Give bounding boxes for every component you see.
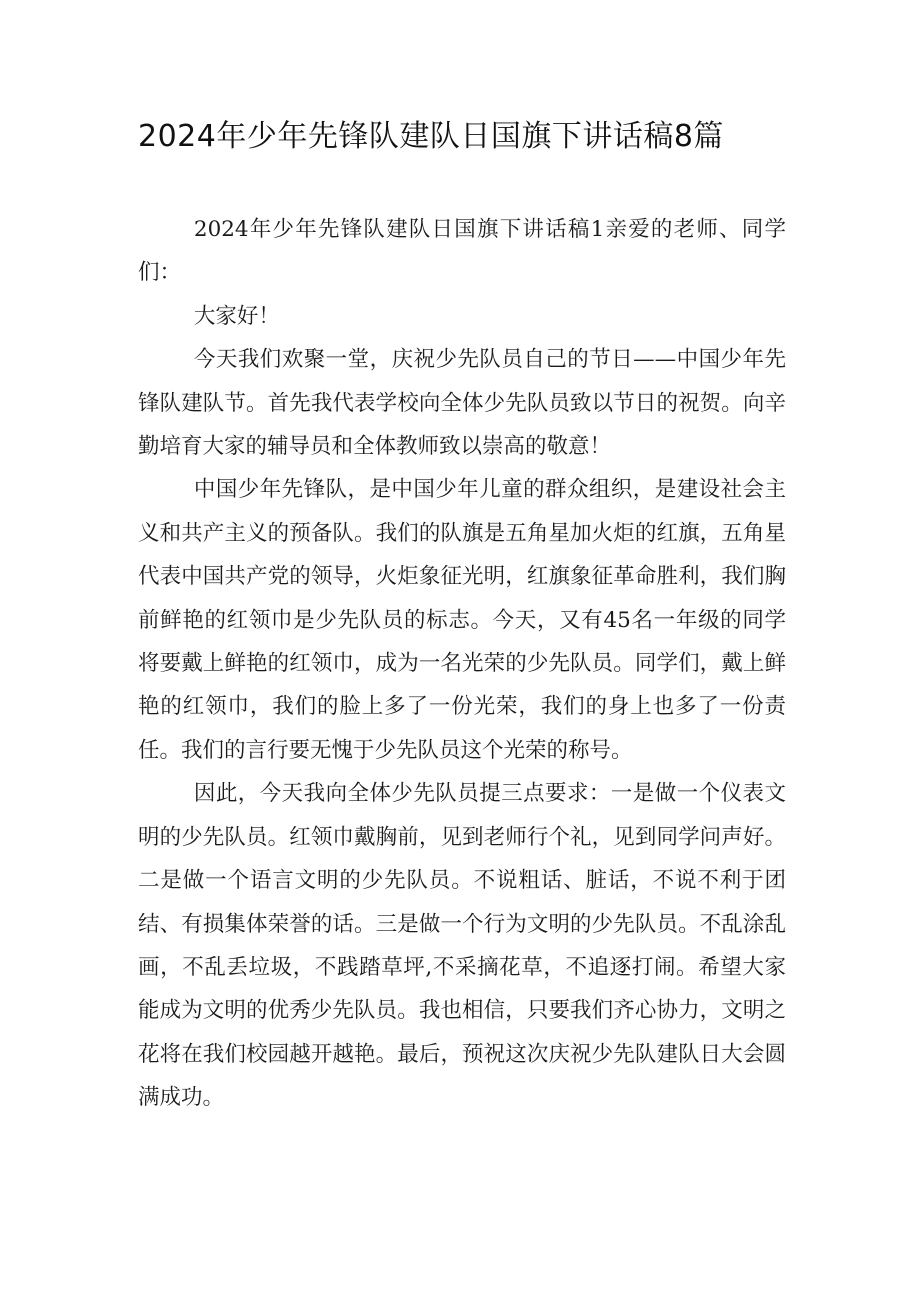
document-body (138, 208, 786, 1120)
paragraph-hello: 大家好！ (193, 303, 280, 329)
paragraph-requirements: 因此，今天我向全体少先队员提三点要求：一是做一个仪表文明的少先队员。红领巾戴胸前，见到老师行个礼，见到同学问声好。二是做一个语言文明的少先队员。不说粗话、脏话，不说不利于团结、有损集体荣誉的话。三是做一个行为文明的少先队员。不乱涂乱画，不乱丢垃圾，不践踏草坪,不采摘花草，不追逐打闹。希望大家能成为文明的优秀少先队员。我也相信，只要我们齐心协力，文明之花将在我们校园越开越艳。最后，预祝这次庆祝少先队建队日大会圆满成功。 (138, 781, 786, 1111)
paragraph-celebration: 今天我们欢聚一堂，庆祝少先队员自己的节日——中国少年先锋队建队节。首先我代表学校向全体少先队员致以节日的祝贺。向辛勤培育大家的辅导员和全体教师致以崇高的敬意！ (138, 347, 786, 460)
document-title: 2024年少年先锋队建队日国旗下讲话稿8篇 (138, 119, 724, 154)
paragraph-greeting: 2024年少年先锋队建队日国旗下讲话稿1亲爱的老师、同学们： (138, 217, 786, 286)
paragraph-organization: 中国少年先锋队，是中国少年儿童的群众组织，是建设社会主义和共产主义的预备队。我们的队旗是五角星加火炬的红旗，五角星代表中国共产党的领导，火炬象征光明，红旗象征革命胜利，我们胸前鲜艳的红领巾是少先队员的标志。今天，又有45名一年级的同学将要戴上鲜艳的红领巾，成为一名光荣的少先队员。同学们，戴上鲜艳的红领巾，我们的脸上多了一份光荣，我们的身上也多了一份责任。我们的言行要无愧于少先队员这个光荣的称号。 (138, 477, 786, 763)
